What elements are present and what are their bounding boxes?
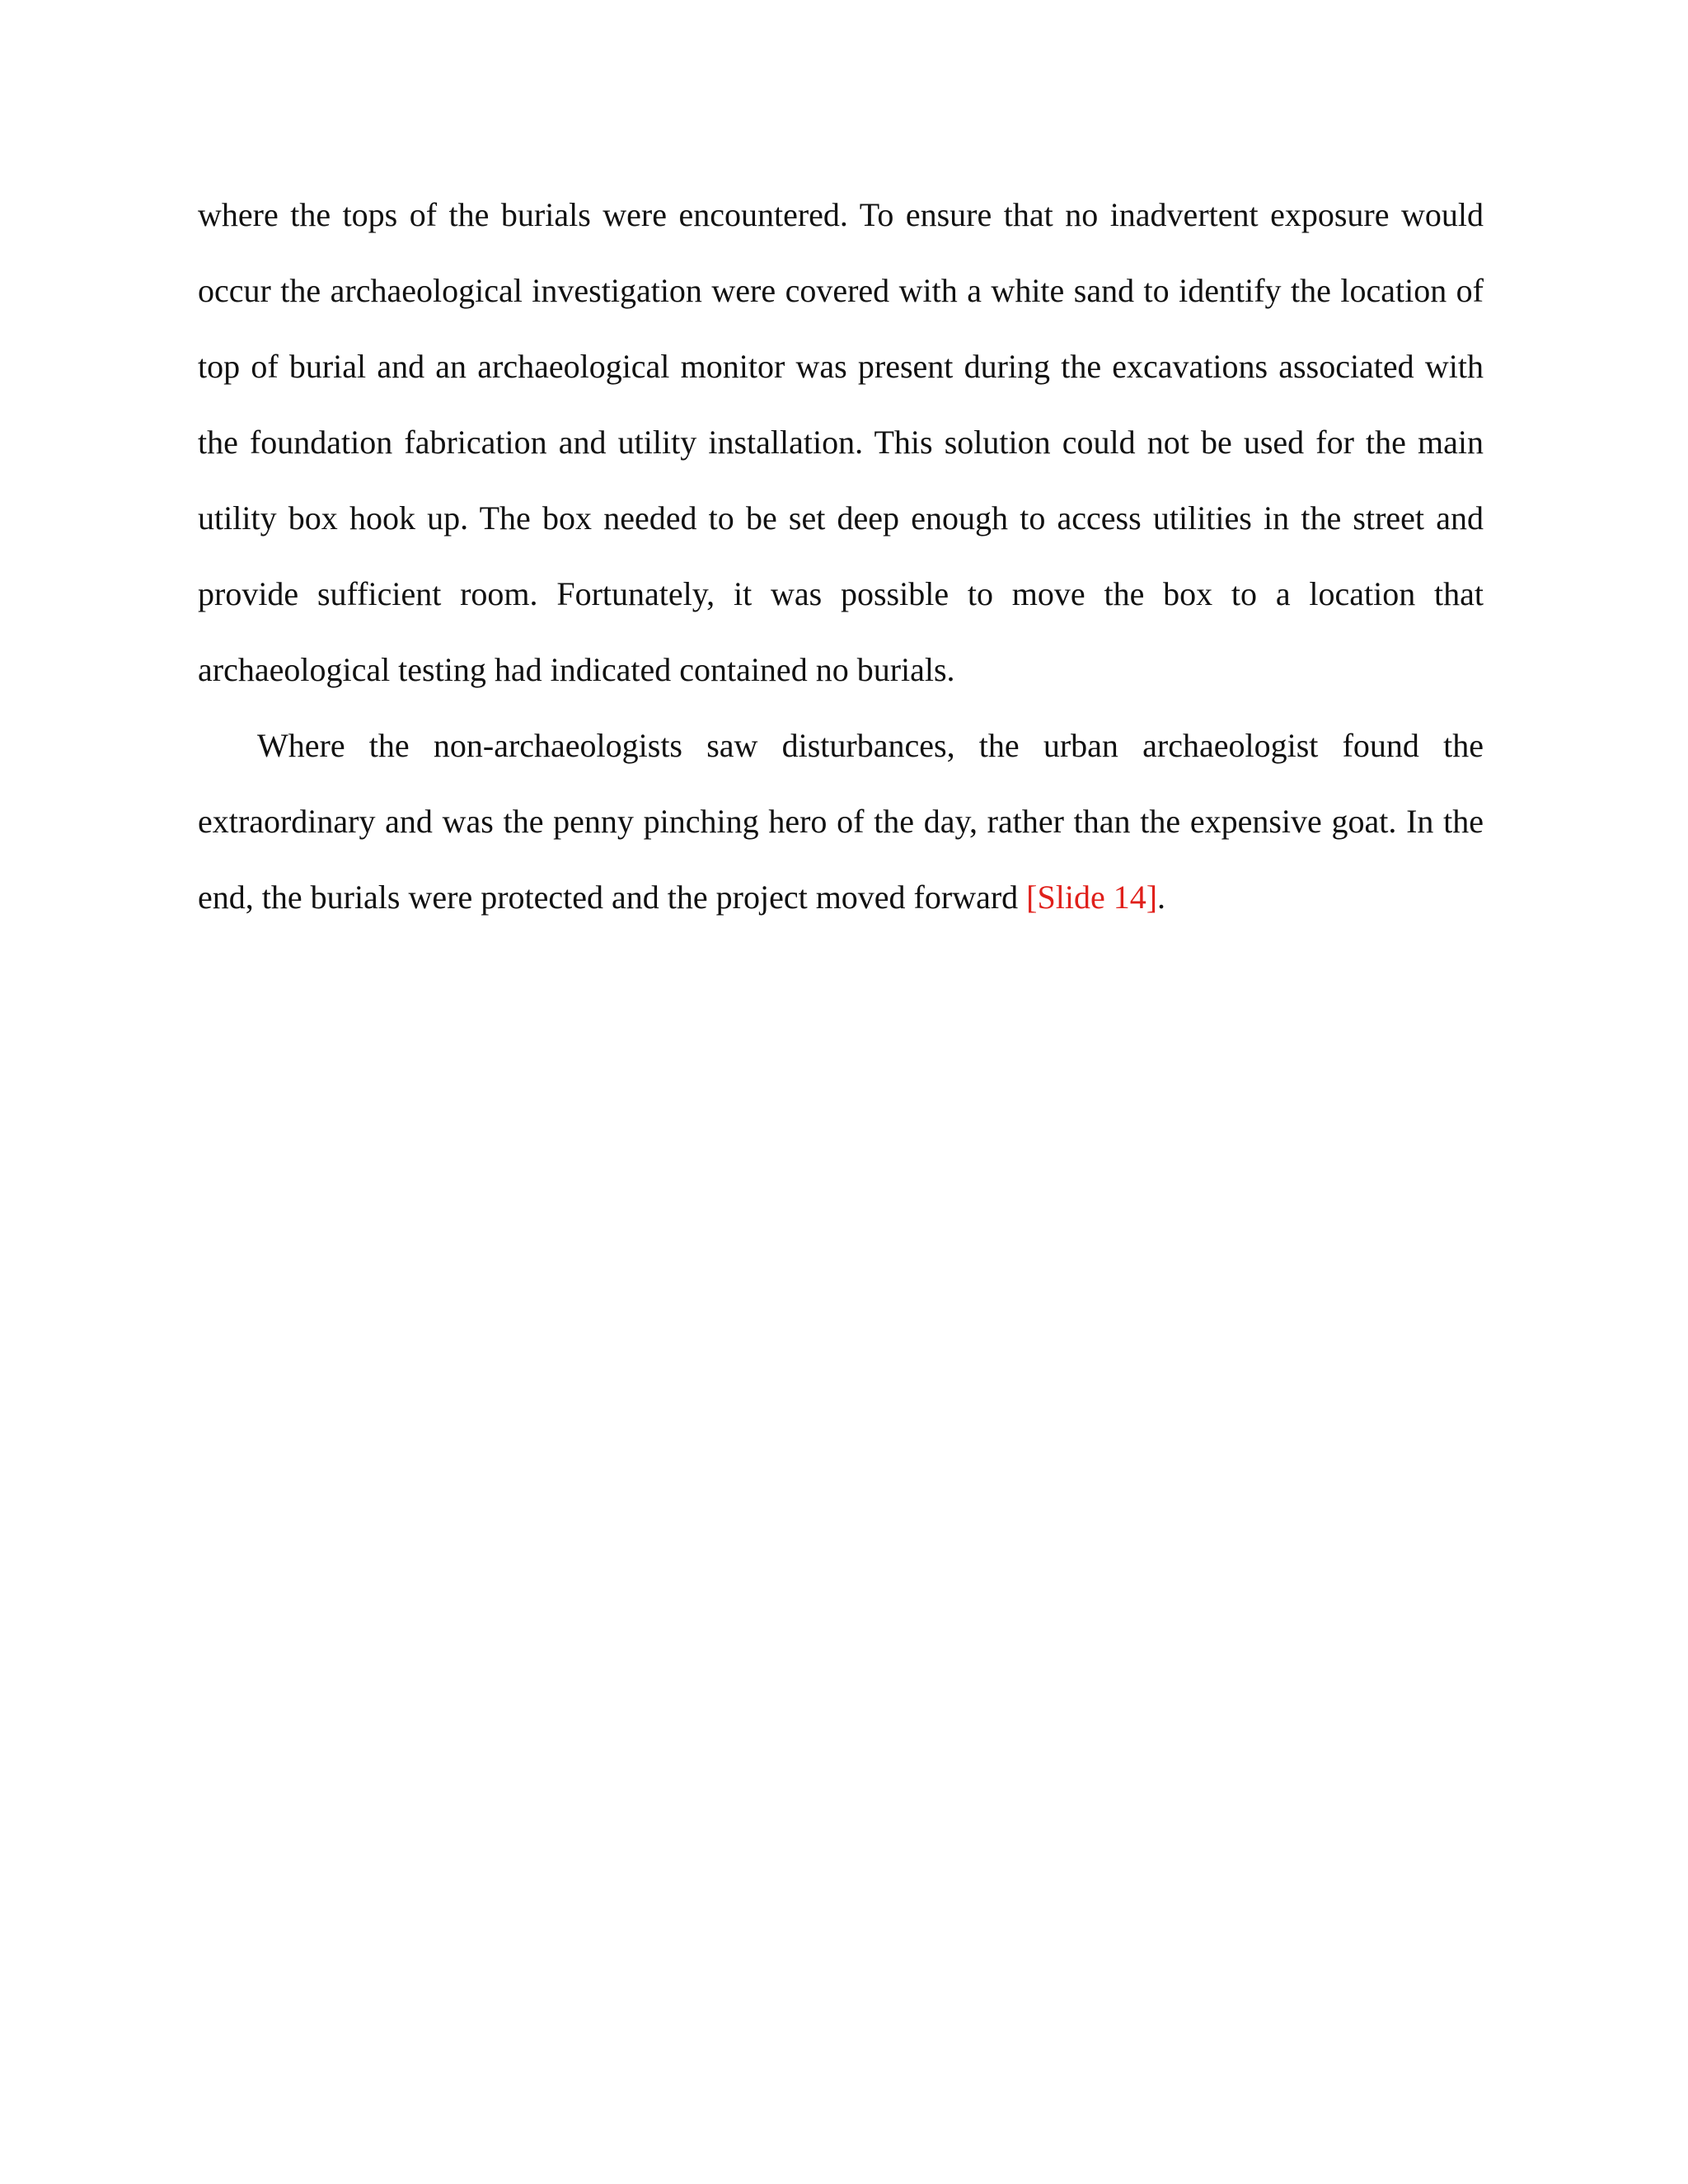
paragraph-2-text: Where the non-archaeologists saw disturbances, the urban archaeologist found the extraordinary and was the penny pinching hero of the day, rather than the expensive goat. In the end, the burials were protected and the project moved forward: [198, 727, 1484, 916]
paragraph-1: where the tops of the burials were encountered. To ensure that no inadvertent exposure would occur the archaeological investigation were covered with a white sand to identify the location of top of burial and an archaeological monitor was present during the excavations associated with the foundation fabrication and utility installation. This solution could not be used for the main utility box hook up. The box needed to be set deep enough to access utilities in the street and provide sufficient room. Fortunately, it was possible to move the box to a location that archaeological testing had indicated contained no burials.: [198, 196, 1484, 688]
paragraph-2: [198, 708, 1484, 935]
body-text: [198, 177, 1484, 935]
slide-reference: [Slide 14]: [1026, 879, 1158, 916]
paragraph-2-trailing: .: [1157, 879, 1166, 916]
